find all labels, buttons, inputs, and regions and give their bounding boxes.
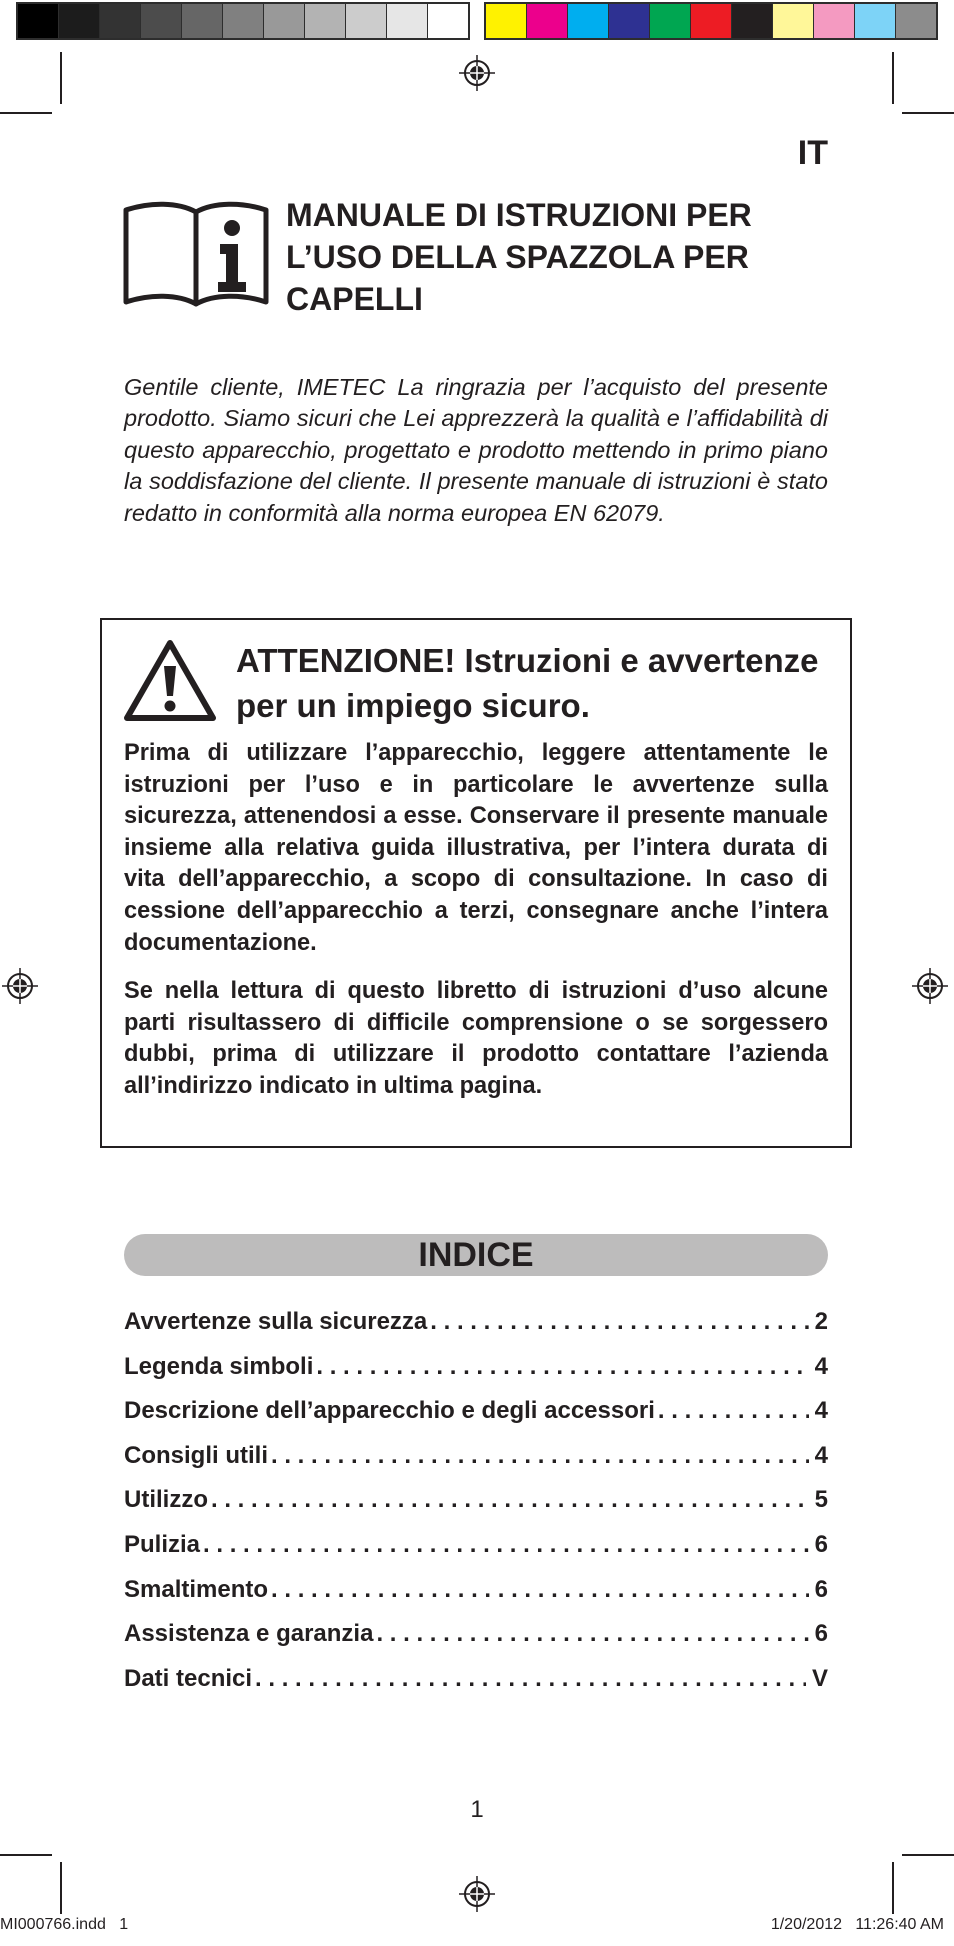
toc-item-label: Pulizia xyxy=(124,1530,201,1558)
color-swatch xyxy=(896,4,936,38)
intro-paragraph: Gentile cliente, IMETEC La ringrazia per l’acquisto del presente prodotto. Siamo sicuri che Lei apprezzerà la qualità e l’affidabilità di questo apparecchio, progettato e prodotto mettendo in primo piano la soddisfazione del cliente. Il presente manuale di istruzioni è stato redatto in conformità alla norma europea EN 62079. xyxy=(124,374,828,526)
color-swatch xyxy=(773,4,814,38)
toc-item-page: 6 xyxy=(814,1575,828,1603)
process-color-bar xyxy=(484,2,938,40)
color-swatch xyxy=(568,4,609,38)
toc-leader-dots xyxy=(208,1486,809,1514)
gray-swatch xyxy=(18,4,59,38)
gray-swatch xyxy=(141,4,182,38)
toc-leader-dots xyxy=(268,1442,809,1470)
registration-mark-icon xyxy=(459,1876,495,1912)
color-swatch xyxy=(814,4,855,38)
toc-leader-dots xyxy=(313,1353,808,1381)
crop-mark xyxy=(892,1862,894,1914)
gray-swatch xyxy=(428,4,468,38)
toc-item-page: 2 xyxy=(814,1308,828,1335)
toc-item-label: Dati tecnici xyxy=(124,1664,253,1692)
grayscale-color-bar xyxy=(16,2,470,40)
toc-item-page: 4 xyxy=(814,1397,828,1425)
gray-swatch xyxy=(59,4,100,38)
warning-paragraph: Se nella lettura di questo libretto di istruzioni d’uso alcune parti risultassero di difficile comprensione o se sorgessero dubbi, prima di utilizzare il prodotto contattare l’azienda all’indirizzo indicato in ultima pagina. xyxy=(124,978,828,1099)
language-code: IT xyxy=(797,134,828,172)
file-name-slug: MI000766.indd 1 xyxy=(0,1916,129,1933)
color-swatch xyxy=(691,4,732,38)
index-heading: INDICE xyxy=(124,1234,828,1276)
toc-item-page: 5 xyxy=(814,1486,828,1514)
crop-mark xyxy=(902,1854,954,1856)
toc-leader-dots xyxy=(268,1576,809,1604)
gray-swatch xyxy=(264,4,305,38)
color-swatch xyxy=(855,4,896,38)
toc-item xyxy=(124,1442,828,1487)
toc-item xyxy=(124,1576,828,1621)
warning-paragraph: Prima di utilizzare l’apparecchio, leggere attentamente le istruzioni per l’uso e in particolare le avvertenze sulla sicurezza, attenendosi a esse. Conservare il presente manuale insieme alla relativa guida illustrativa, per l’intera durata di vita dell’apparecchio, a scopo di consultazione. In caso di cessione dell’apparecchio a terzi, consegnare anche l’intera documentazione. xyxy=(124,740,828,956)
toc-item-page: 6 xyxy=(814,1530,828,1558)
toc-item-page: V xyxy=(811,1664,828,1692)
color-swatch xyxy=(650,4,691,38)
gray-swatch xyxy=(223,4,264,38)
table-of-contents xyxy=(124,1308,828,1709)
toc-item-label: Smaltimento xyxy=(124,1575,269,1603)
toc-leader-dots xyxy=(252,1665,806,1693)
gray-swatch xyxy=(100,4,141,38)
toc-item xyxy=(124,1486,828,1531)
toc-item-label: Assistenza e garanzia xyxy=(124,1620,374,1648)
toc-leader-dots xyxy=(373,1620,808,1648)
gray-swatch xyxy=(387,4,428,38)
toc-item xyxy=(124,1353,828,1398)
toc-item-label: Utilizzo xyxy=(124,1486,208,1514)
gray-swatch xyxy=(182,4,223,38)
registration-mark-icon xyxy=(459,55,495,91)
safety-warning-box xyxy=(100,618,852,1148)
page-number: 1 xyxy=(470,1796,484,1823)
toc-item-label: Avvertenze sulla sicurezza xyxy=(124,1308,428,1335)
color-swatch xyxy=(609,4,650,38)
toc-item-page: 4 xyxy=(814,1352,828,1380)
toc-item-label: Consigli utili xyxy=(124,1441,268,1469)
toc-item-page: 4 xyxy=(814,1441,828,1469)
crop-mark xyxy=(892,52,894,104)
crop-mark xyxy=(0,112,52,114)
toc-leader-dots xyxy=(427,1308,808,1336)
toc-item xyxy=(124,1308,828,1353)
warning-heading: ATTENZIONE! Istruzioni e avvertenze per un impiego sicuro. xyxy=(236,642,819,724)
registration-mark-icon xyxy=(2,968,38,1004)
toc-item-label: Descrizione dell’apparecchio e degli accessori xyxy=(124,1397,655,1425)
crop-mark xyxy=(0,1854,52,1856)
color-swatch xyxy=(527,4,568,38)
toc-item xyxy=(124,1665,828,1710)
gray-swatch xyxy=(305,4,346,38)
crop-mark xyxy=(60,52,62,104)
manual-title: MANUALE DI ISTRUZIONI PER L’USO DELLA SPAZZOLA PER CAPELLI xyxy=(286,197,752,317)
toc-leader-dots xyxy=(200,1531,809,1559)
toc-item xyxy=(124,1531,828,1576)
toc-item xyxy=(124,1397,828,1442)
registration-mark-icon xyxy=(912,968,948,1004)
timestamp-slug: 1/20/2012 11:26:40 AM xyxy=(770,1916,944,1933)
gray-swatch xyxy=(346,4,387,38)
warning-triangle-icon xyxy=(122,638,218,724)
crop-mark xyxy=(902,112,954,114)
crop-mark xyxy=(60,1862,62,1914)
manual-info-icon xyxy=(122,200,270,310)
toc-item-page: 6 xyxy=(814,1620,828,1648)
color-swatch xyxy=(486,4,527,38)
toc-leader-dots xyxy=(655,1397,809,1425)
toc-item xyxy=(124,1620,828,1665)
toc-item-label: Legenda simboli xyxy=(124,1352,314,1380)
color-swatch xyxy=(732,4,773,38)
